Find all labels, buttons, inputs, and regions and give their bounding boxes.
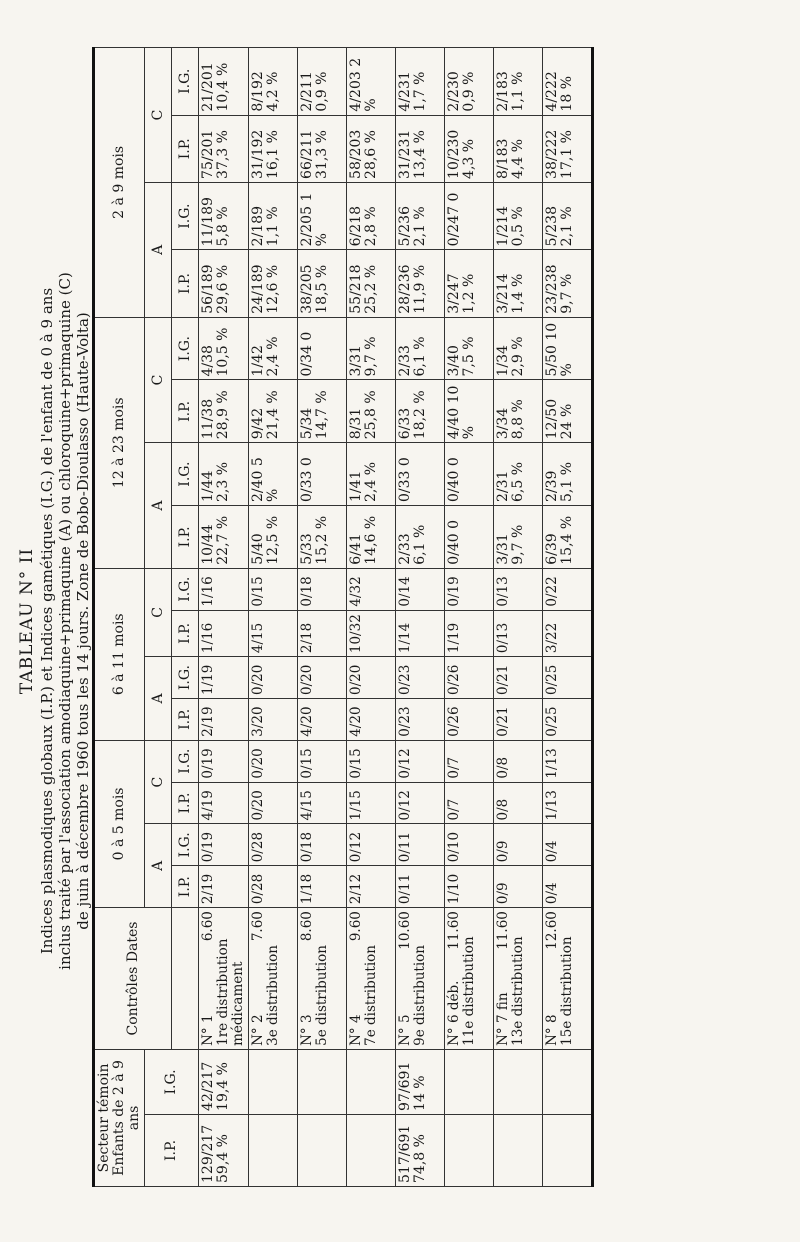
temoin-ip-cell (494, 1114, 543, 1186)
value-cell: 3/31 9,7 % (347, 317, 396, 380)
temoin-ip-cell: 517/691 74,8 % (396, 1114, 445, 1186)
controle-number: N° 4 (348, 1014, 364, 1046)
value-cell: 0/9 (494, 866, 543, 908)
value-cell: 10/32 (347, 610, 396, 656)
header-g3-a: A (145, 443, 172, 569)
value-cell: 2/12 (347, 866, 396, 908)
header-group-0-5: 0 à 5 mois (94, 740, 145, 907)
value-cell: 0/33 0 (298, 443, 347, 506)
temoin-ip-cell (445, 1114, 494, 1186)
value-cell: 0/20 (298, 657, 347, 699)
value-cell: 55/218 25,2 % (347, 250, 396, 317)
value-cell: 2/19 (199, 866, 249, 908)
temoin-ig-cell: 42/217 19,4 % (199, 1049, 249, 1114)
value-cell: 2/33 6,1 % (396, 506, 445, 569)
value-cell: 1/42 2,4 % (249, 317, 298, 380)
caption-line-2: inclus traité par l'association amodiaquine+primaquine (A) ou chloroquine+primaquine (C) (56, 272, 74, 970)
caption-line-3: de juin à décembre 1960 tous les 14 jours. Zone de Bobo-Dioulasso (Haute-Volta) (74, 312, 92, 930)
value-cell: 2/189 1,1 % (249, 182, 298, 249)
temoin-ip-cell: 129/217 59,4 % (199, 1114, 249, 1186)
value-cell: 0/10 (445, 824, 494, 866)
controle-distribution: 11e distribution (461, 936, 477, 1046)
value-cell: 5/40 12,5 % (249, 506, 298, 569)
value-cell: 11/189 5,8 % (199, 182, 249, 249)
value-cell: 2/211 0,9 % (298, 48, 347, 116)
temoin-ig-cell (494, 1049, 543, 1114)
value-cell: 1/18 (298, 866, 347, 908)
value-cell: 66/211 31,3 % (298, 115, 347, 182)
value-cell: 0/25 (543, 698, 593, 740)
header-g4-c-ip: I.P. (172, 115, 199, 182)
value-cell: 4/15 (298, 782, 347, 824)
controle-number: N° 5 (397, 1014, 413, 1046)
value-cell: 9/42 21,4 % (249, 380, 298, 443)
header-g2-c: C (145, 568, 172, 656)
value-cell: 1/13 (543, 782, 593, 824)
value-cell: 0/7 (445, 740, 494, 782)
value-cell: 0/247 0 (445, 182, 494, 249)
table-row (347, 48, 396, 1187)
value-cell: 1/34 2,9 % (494, 317, 543, 380)
header-g1-a-ip: I.P. (172, 866, 199, 908)
caption-line-1: Indices plasmodiques globaux (I.P.) et Indices gamétiques (I.G.) de l'enfant de 0 à 9 ans (38, 287, 56, 955)
controle-number: N° 3 (299, 1014, 315, 1046)
controle-cell (494, 908, 543, 1050)
value-cell: 0/11 (396, 866, 445, 908)
value-cell: 1/41 2,4 % (347, 443, 396, 506)
value-cell: 4/32 (347, 568, 396, 610)
value-cell: 0/19 (199, 824, 249, 866)
controle-cell (249, 908, 298, 1050)
temoin-ig-cell (347, 1049, 396, 1114)
header-g4-a-ig: I.G. (172, 182, 199, 249)
value-cell: 0/26 (445, 657, 494, 699)
value-cell: 1/15 (347, 782, 396, 824)
controle-date: 8.60 (299, 911, 315, 942)
temoin-ig-cell: 97/691 14 % (396, 1049, 445, 1114)
controle-cell (298, 908, 347, 1050)
value-cell: 1/10 (445, 866, 494, 908)
header-g3-c: C (145, 317, 172, 443)
header-g1-c-ig: I.G. (172, 740, 199, 782)
value-cell: 1/44 2,3 % (199, 443, 249, 506)
header-g4-a: A (145, 182, 172, 317)
value-cell: 0/9 (494, 824, 543, 866)
value-cell: 4/231 1,7 % (396, 48, 445, 116)
value-cell: 0/8 (494, 782, 543, 824)
value-cell: 2/18 (298, 610, 347, 656)
value-cell: 31/231 13,4 % (396, 115, 445, 182)
header-g4-c: C (145, 48, 172, 183)
value-cell: 12/50 24 % (543, 380, 593, 443)
value-cell: 0/15 (298, 740, 347, 782)
controle-number: N° 1 (200, 1014, 216, 1046)
temoin-ig-cell (445, 1049, 494, 1114)
temoin-ig-cell (249, 1049, 298, 1114)
value-cell: 56/189 29,6 % (199, 250, 249, 317)
value-cell: 0/18 (298, 824, 347, 866)
value-cell: 3/247 1,2 % (445, 250, 494, 317)
header-group-6-11: 6 à 11 mois (94, 568, 145, 740)
header-g1-a: A (145, 824, 172, 908)
value-cell: 8/192 4,2 % (249, 48, 298, 116)
value-cell: 0/28 (249, 824, 298, 866)
value-cell: 0/12 (396, 740, 445, 782)
value-cell: 58/203 28,6 % (347, 115, 396, 182)
value-cell: 0/20 (249, 740, 298, 782)
value-cell: 5/50 10 % (543, 317, 593, 380)
value-cell: 0/19 (445, 568, 494, 610)
controle-number: N° 6 déb. (446, 980, 462, 1046)
value-cell: 0/11 (396, 824, 445, 866)
header-g1-c: C (145, 740, 172, 824)
header-g1-a-ig: I.G. (172, 824, 199, 866)
controle-date: 6.60 (200, 911, 216, 942)
table-caption (18, 0, 92, 1242)
temoin-ig-cell (543, 1049, 593, 1114)
header-g2-a-ig: I.G. (172, 657, 199, 699)
header-group-12-23: 12 à 23 mois (94, 317, 145, 568)
value-cell: 0/18 (298, 568, 347, 610)
value-cell: 4/203 2 % (347, 48, 396, 116)
table-row (445, 48, 494, 1187)
value-cell: 8/31 25,8 % (347, 380, 396, 443)
header-g2-a-ip: I.P. (172, 698, 199, 740)
data-table (92, 47, 594, 1187)
temoin-ip-cell (249, 1114, 298, 1186)
controle-distribution: 1re distribution médicament (215, 938, 246, 1046)
controle-date: 9.60 (348, 911, 364, 942)
value-cell: 1/13 (543, 740, 593, 782)
value-cell: 0/12 (347, 824, 396, 866)
controle-number: N° 2 (250, 1014, 266, 1046)
value-cell: 10/230 4,3 % (445, 115, 494, 182)
value-cell: 0/23 (396, 657, 445, 699)
value-cell: 4/20 (298, 698, 347, 740)
value-cell: 2/19 (199, 698, 249, 740)
value-cell: 2/31 6,5 % (494, 443, 543, 506)
value-cell: 3/214 1,4 % (494, 250, 543, 317)
controle-number: N° 8 (544, 1014, 560, 1046)
table-title: TABLEAU N° II (17, 547, 37, 695)
value-cell: 2/205 1 % (298, 182, 347, 249)
value-cell: 5/34 14,7 % (298, 380, 347, 443)
value-cell: 75/201 37,3 % (199, 115, 249, 182)
temoin-ip-cell (543, 1114, 593, 1186)
header-g4-a-ip: I.P. (172, 250, 199, 317)
value-cell: 1/14 (396, 610, 445, 656)
header-g1-c-ip: I.P. (172, 782, 199, 824)
header-temoin-ip: I.P. (145, 1114, 199, 1186)
controle-distribution: 15e distribution (559, 936, 575, 1046)
controle-date: 10.60 (397, 911, 413, 950)
value-cell: 1/16 (199, 610, 249, 656)
controle-distribution: 3e distribution (265, 945, 281, 1046)
value-cell: 0/19 (199, 740, 249, 782)
header-g4-c-ig: I.G. (172, 48, 199, 116)
value-cell: 0/4 (543, 824, 593, 866)
value-cell: 3/20 (249, 698, 298, 740)
temoin-ip-cell (298, 1114, 347, 1186)
value-cell: 38/205 18,5 % (298, 250, 347, 317)
value-cell: 0/22 (543, 568, 593, 610)
controle-distribution: 13e distribution (510, 936, 526, 1046)
value-cell: 4/19 (199, 782, 249, 824)
header-g3-a-ip: I.P. (172, 506, 199, 569)
value-cell: 3/31 9,7 % (494, 506, 543, 569)
value-cell: 5/238 2,1 % (543, 182, 593, 249)
value-cell: 1/19 (199, 657, 249, 699)
value-cell: 2/40 5 % (249, 443, 298, 506)
value-cell: 3/34 8,8 % (494, 380, 543, 443)
value-cell: 23/238 9,7 % (543, 250, 593, 317)
controle-number: N° 7 fin (495, 992, 511, 1046)
value-cell: 8/183 4,4 % (494, 115, 543, 182)
header-g2-c-ig: I.G. (172, 568, 199, 610)
value-cell: 2/33 6,1 % (396, 317, 445, 380)
value-cell: 0/14 (396, 568, 445, 610)
value-cell: 0/7 (445, 782, 494, 824)
controle-cell (347, 908, 396, 1050)
value-cell: 0/20 (249, 657, 298, 699)
value-cell: 0/15 (347, 740, 396, 782)
controle-cell (199, 908, 249, 1050)
value-cell: 0/25 (543, 657, 593, 699)
controle-cell (543, 908, 593, 1050)
value-cell: 0/13 (494, 568, 543, 610)
value-cell: 10/44 22,7 % (199, 506, 249, 569)
value-cell: 0/4 (543, 866, 593, 908)
controle-date: 7.60 (250, 911, 266, 942)
value-cell: 2/230 0,9 % (445, 48, 494, 116)
value-cell: 1/214 0,5 % (494, 182, 543, 249)
table-row (199, 48, 249, 1187)
value-cell: 24/189 12,6 % (249, 250, 298, 317)
value-cell: 0/33 0 (396, 443, 445, 506)
value-cell: 0/20 (347, 657, 396, 699)
value-cell: 6/41 14,6 % (347, 506, 396, 569)
value-cell: 1/16 (199, 568, 249, 610)
header-temoin-ig: I.G. (145, 1049, 199, 1114)
value-cell: 2/39 5,1 % (543, 443, 593, 506)
value-cell: 0/26 (445, 698, 494, 740)
value-cell: 4/38 10,5 % (199, 317, 249, 380)
value-cell: 0/21 (494, 698, 543, 740)
header-controles-blank (172, 908, 199, 1050)
value-cell: 28/236 11,9 % (396, 250, 445, 317)
controle-date: 11.60 (446, 911, 462, 950)
value-cell: 21/201 10,4 % (199, 48, 249, 116)
controle-distribution: 7e distribution (363, 945, 379, 1046)
header-g3-c-ig: I.G. (172, 317, 199, 380)
table-row (249, 48, 298, 1187)
value-cell: 4/222 18 % (543, 48, 593, 116)
temoin-ig-cell (298, 1049, 347, 1114)
controle-cell (396, 908, 445, 1050)
table-row (543, 48, 593, 1187)
value-cell: 0/23 (396, 698, 445, 740)
value-cell: 4/15 (249, 610, 298, 656)
value-cell: 3/22 (543, 610, 593, 656)
controle-distribution: 5e distribution (314, 945, 330, 1046)
table-row (396, 48, 445, 1187)
value-cell: 1/19 (445, 610, 494, 656)
header-g3-a-ig: I.G. (172, 443, 199, 506)
header-secteur-temoin: Secteur témoin Enfants de 2 à 9 ans (94, 1049, 145, 1186)
temoin-ip-cell (347, 1114, 396, 1186)
table-row (298, 48, 347, 1187)
value-cell: 11/38 28,9 % (199, 380, 249, 443)
value-cell: 3/40 7,5 % (445, 317, 494, 380)
header-g2-a: A (145, 657, 172, 741)
value-cell: 5/33 15,2 % (298, 506, 347, 569)
value-cell: 6/218 2,8 % (347, 182, 396, 249)
value-cell: 2/183 1,1 % (494, 48, 543, 116)
value-cell: 5/236 2,1 % (396, 182, 445, 249)
value-cell: 0/34 0 (298, 317, 347, 380)
controle-cell (445, 908, 494, 1050)
header-g3-c-ip: I.P. (172, 380, 199, 443)
value-cell: 38/222 17,1 % (543, 115, 593, 182)
value-cell: 0/40 0 (445, 443, 494, 506)
value-cell: 0/20 (249, 782, 298, 824)
value-cell: 0/15 (249, 568, 298, 610)
value-cell: 6/33 18,2 % (396, 380, 445, 443)
controle-date: 11.60 (495, 911, 511, 950)
value-cell: 4/40 10 % (445, 380, 494, 443)
value-cell: 4/20 (347, 698, 396, 740)
controle-date: 12.60 (544, 911, 560, 950)
value-cell: 31/192 16,1 % (249, 115, 298, 182)
value-cell: 0/8 (494, 740, 543, 782)
header-g2-c-ip: I.P. (172, 610, 199, 656)
value-cell: 0/28 (249, 866, 298, 908)
controle-distribution: 9e distribution (412, 945, 428, 1046)
header-group-2-9: 2 à 9 mois (94, 48, 145, 318)
value-cell: 0/13 (494, 610, 543, 656)
value-cell: 0/12 (396, 782, 445, 824)
value-cell: 0/40 0 (445, 506, 494, 569)
header-controles-dates: Contrôles Dates (94, 908, 172, 1050)
table-row (494, 48, 543, 1187)
value-cell: 0/21 (494, 657, 543, 699)
value-cell: 6/39 15,4 % (543, 506, 593, 569)
